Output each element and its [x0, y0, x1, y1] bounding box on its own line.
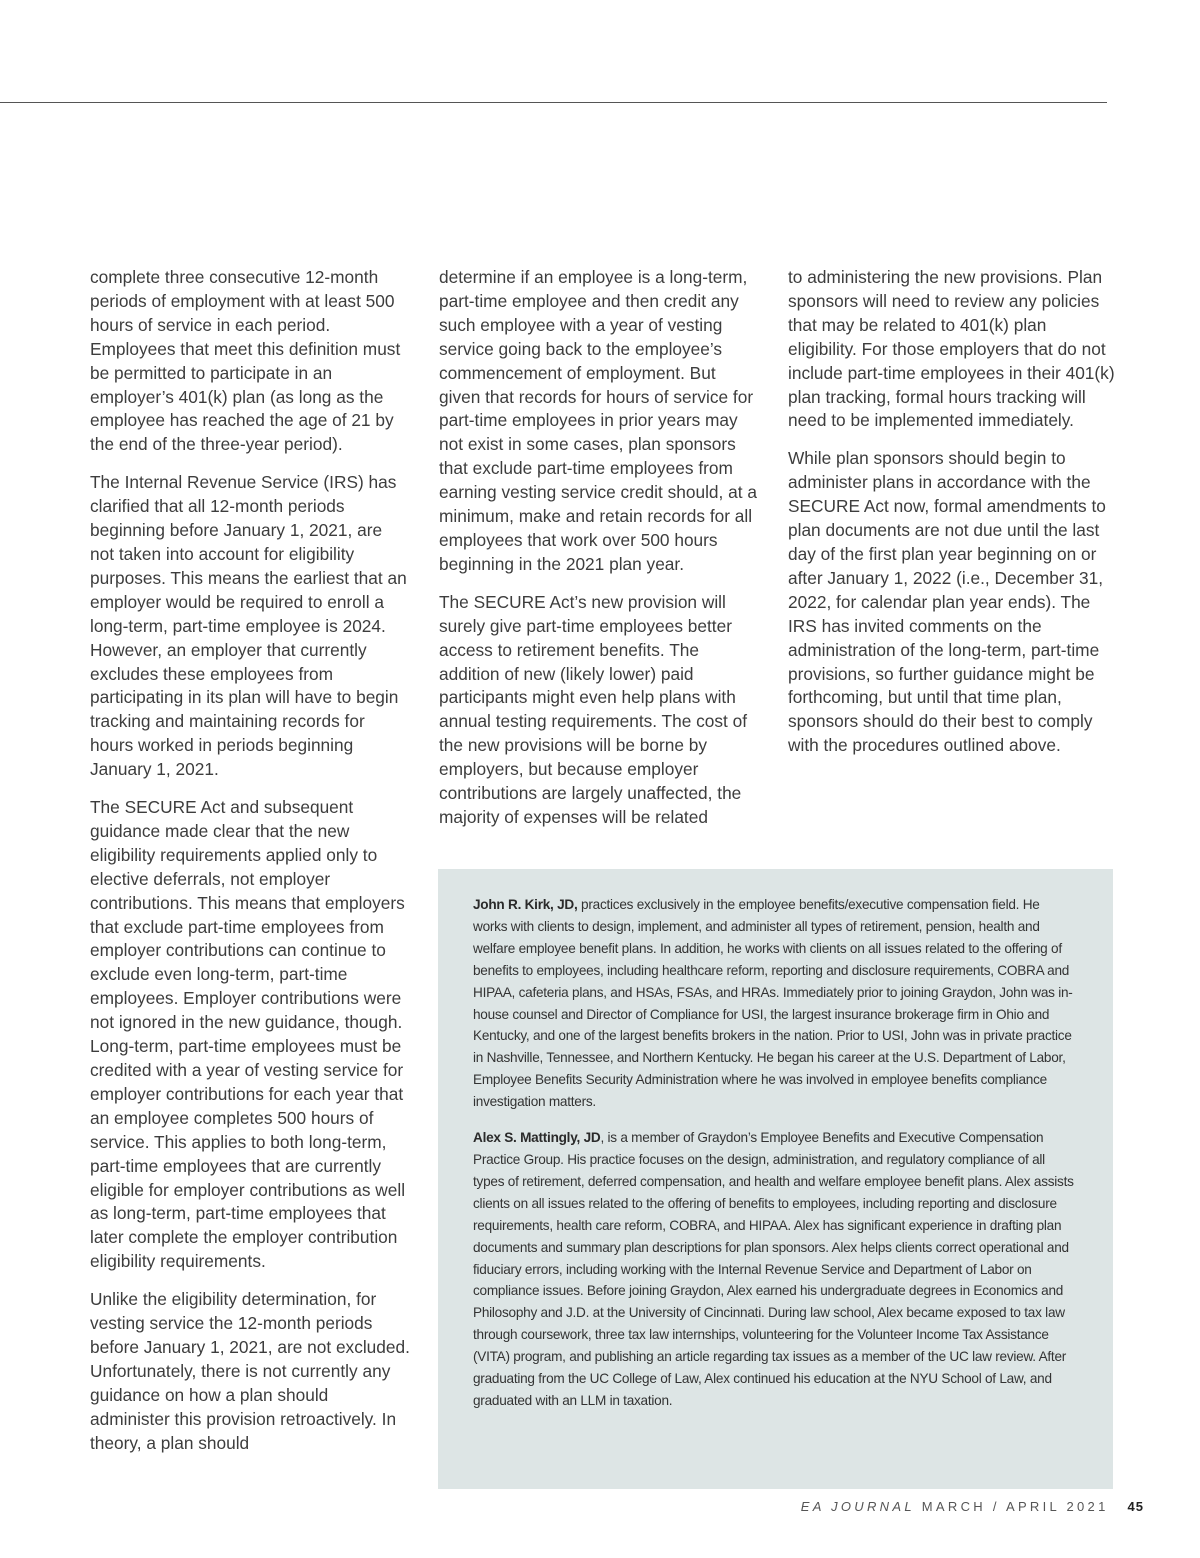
paragraph: to administering the new provisions. Plan sponsors will need to review any policies that may be related to 401(k) plan eligibility. For those employers that do not include part-time employees in their 401(k) plan tracking, formal hours tracking will need to be implemented immediately. — [788, 267, 1115, 431]
author-name: John R. Kirk, JD, — [473, 897, 578, 912]
journal-name: EA JOURNAL — [800, 1499, 915, 1514]
header-divider — [0, 102, 1107, 103]
page-footer — [801, 1499, 1144, 1514]
author-bio-text: , is a member of Graydon’s Employee Benefits and Executive Compensation Practice Group. His practice focuses on the design, administration, and regulatory compliance of all types of retirement, deferred compensation, and health and welfare employee benefit plans. Alex assists clients on all issues related to the offering of benefits to employees, including reporting and disclosure requirements, health care reform, COBRA, and HIPAA. Alex has significant experience in drafting plan documents and summary plan descriptions for plan sponsors. Alex helps clients correct operational and fiduciary errors, including working with the Internal Revenue Service and Department of Labor on compliance issues. Before joining Graydon, Alex earned his undergraduate degrees in Economics and Philosophy and J.D. at the University of Cincinnati. During law school, Alex became exposed to tax law through coursework, three tax law internships, volunteering for the Volunteer Income Tax Assistance (VITA) program, and publishing an article regarding tax issues as a member of the UC law review. After graduating from the UC College of Law, Alex continued his education at the NYU School of Law, and graduated with an LLM in taxation. — [473, 1130, 1074, 1408]
paragraph: The SECURE Act and subsequent guidance made clear that the new eligibility requirements applied only to elective deferrals, not employer contributions. This means that employers that exclude part-time employees from employer contributions can continue to exclude even long-term, part-time employees. Employer contributions were not ignored in the new guidance, though. Long-term, part-time employees must be credited with a year of vesting service for employer contributions for each year that an employee completes 500 hours of service. This applies to both long-term, part-time employees that are currently eligible for employer contributions as well as long-term, part-time employees that later complete the employer contribution eligibility requirements. — [90, 797, 406, 1272]
article-column-1 — [90, 266, 410, 1470]
paragraph: determine if an employee is a long-term, part-time employee and then credit any such employee with a year of vesting service going back to the employee’s commencement of employment. But given that records for hours of service for part-time employees in prior years may not exist in some cases, plan sponsors that exclude part-time employees from earning vesting service credit should, at a minimum, make and retain records for all employees that work over 500 hours beginning in the 2021 plan year. — [439, 267, 757, 574]
author-name: Alex S. Mattingly, JD — [473, 1130, 601, 1146]
paragraph: Unlike the eligibility determination, for vesting service the 12-month periods before January 1, 2021, are not excluded. Unfortunately, there is not currently any guidance on how a plan should administer this provision retroactively. In theory, a plan should — [90, 1289, 410, 1453]
author-bio-text: practices exclusively in the employee benefits/executive compensation field. He works with clients to design, implement, and administer all types of retirement, pension, health and welfare employee benefit plans. In addition, he works with clients on all issues related to the offering of benefits to employees, including healthcare reform, reporting and disclosure requirements, COBRA and HIPAA, cafeteria plans, and HSAs, FSAs, and HRAs. Immediately prior to joining Graydon, John was in-house counsel and Director of Compliance for USI, the largest insurance brokerage firm in Ohio and Kentucky, and one of the largest benefits brokers in the nation. Prior to USI, John was in private practice in Nashville, Tennessee, and Northern Kentucky. He began his career at the U.S. Department of Labor, Employee Benefits Security Administration where he was involved in employee benefits compliance investigation matters. — [473, 897, 1073, 1110]
author-bio-kirk — [473, 894, 1077, 1113]
paragraph: The Internal Revenue Service (IRS) has clarified that all 12-month periods beginning before January 1, 2021, are not taken into account for eligibility purposes. This means the earliest that an employer would be required to enroll a long-term, part-time employee is 2024. However, an employer that currently excludes these employees from participating in its plan will have to begin tracking and maintaining records for hours worked in periods beginning January 1, 2021. — [90, 472, 407, 780]
paragraph: The SECURE Act’s new provision will surely give part-time employees better access to retirement benefits. The addition of new (likely lower) paid participants might even help plans with annual testing requirements. The cost of the new provisions will be borne by employers, but because employer contributions are largely unaffected, the majority of expenses will be related — [439, 591, 748, 827]
issue-date: MARCH / APRIL 2021 — [921, 1499, 1109, 1514]
author-bio-mattingly — [473, 1127, 1077, 1412]
article-column-2 — [439, 266, 759, 844]
author-bio-box — [438, 869, 1113, 1489]
page-number: 45 — [1127, 1499, 1144, 1514]
paragraph: While plan sponsors should begin to administer plans in accordance with the SECURE Act now, formal amendments to plan documents are not due until the last day of the first plan year beginning on or after January 1, 2022 (i.e., December 31, 2022, for calendar plan year ends). The IRS has invited comments on the administration of the long-term, part-time provisions, so further guidance might be forthcoming, but until that time plan, sponsors should do their best to comply with the procedures outlined above. — [788, 448, 1106, 756]
paragraph: complete three consecutive 12-month periods of employment with at least 500 hours of service in each period. Employees that meet this definition must be permitted to participate in an employer’s 401(k) plan (as long as the employee has reached the age of 21 by the end of the three-year period). — [90, 267, 401, 455]
article-column-3 — [788, 266, 1116, 772]
